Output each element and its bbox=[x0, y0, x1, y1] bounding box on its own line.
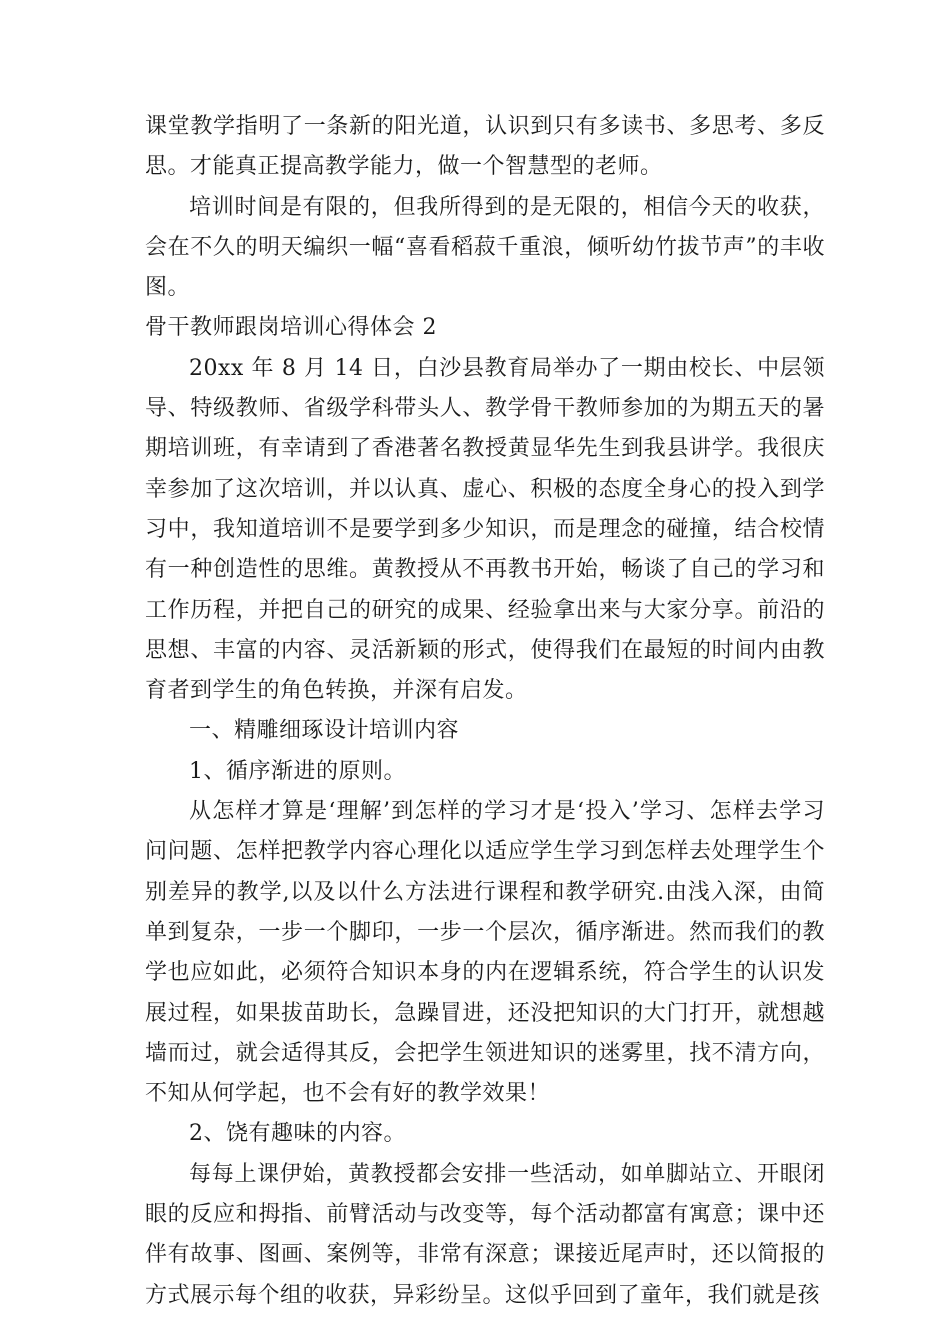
subheading: 1、循序渐进的原则。 bbox=[189, 758, 406, 784]
paragraph: 每每上课伊始，黄教授都会安排一些活动，如单脚站立、开眼闭眼的反应和拇指、前臂活动与改变等，每个活动都富有寓意；课中还伴有故事、图画、案例等，非常有深意；课接近尾声时，还以简报的方式展示每个组的收获，异彩纷呈。这似乎回到了童年，我们就是孩 bbox=[145, 1161, 825, 1308]
paragraph: 从怎样才算是‘理解’到怎样的学习才是‘投入’学习、怎样去学习问问题、怎样把教学内容心理化以适应学生学习到怎样去处理学生个别差异的教学,以及以什么方法进行课程和教学研究.由浅入深，由简单到复杂，一步一个脚印，一步一个层次，循序渐进。然而我们的教学也应如此，必须符合知识本身的内在逻辑系统，符合学生的认识发展过程，如果拔苗助长，急躁冒进，还没把知识的大门打开，就想越墙而过，就会适得其反，会把学生领进知识的迷雾里，找不清方向，不知从何学起，也不会有好的教学效果！ bbox=[145, 799, 825, 1107]
subheading: 一、精雕细琢设计培训内容 bbox=[189, 718, 460, 744]
paragraph: 20xx 年 8 月 14 日，白沙县教育局举办了一期由校长、中层领导、特级教师、省级学科带头人、教学骨干教师参加的为期五天的暑期培训班，有幸请到了香港著名教授黄显华先生到我县讲学。我很庆幸参加了这次培训，并以认真、虚心、积极的态度全身心的投入到学习中，我知道培训不是要学到多少知识，而是理念的碰撞，结合校情有一种创造性的思维。黄教授从不再教书开始，畅谈了自己的学习和工作历程，并把自己的研究的成果、经验拿出来与大家分享。前沿的思想、丰富的内容、灵活新颖的形式，使得我们在最短的时间内由教育者到学生的角色转换，并深有启发。 bbox=[145, 355, 825, 704]
subheading: 2、饶有趣味的内容。 bbox=[189, 1121, 406, 1147]
section-heading: 骨干教师跟岗培训心得体会 2 bbox=[145, 315, 437, 341]
paragraph-continuation: 课堂教学指明了一条新的阳光道，认识到只有多读书、多思考、多反思。才能真正提高教学能力，做一个智慧型的老师。 bbox=[145, 114, 825, 180]
document-body bbox=[145, 107, 825, 1316]
paragraph: 培训时间是有限的，但我所得到的是无限的，相信今天的收获，会在不久的明天编织一幅“喜看稻菽千重浪，倾听幼竹拔节声”的丰收图。 bbox=[145, 194, 825, 301]
